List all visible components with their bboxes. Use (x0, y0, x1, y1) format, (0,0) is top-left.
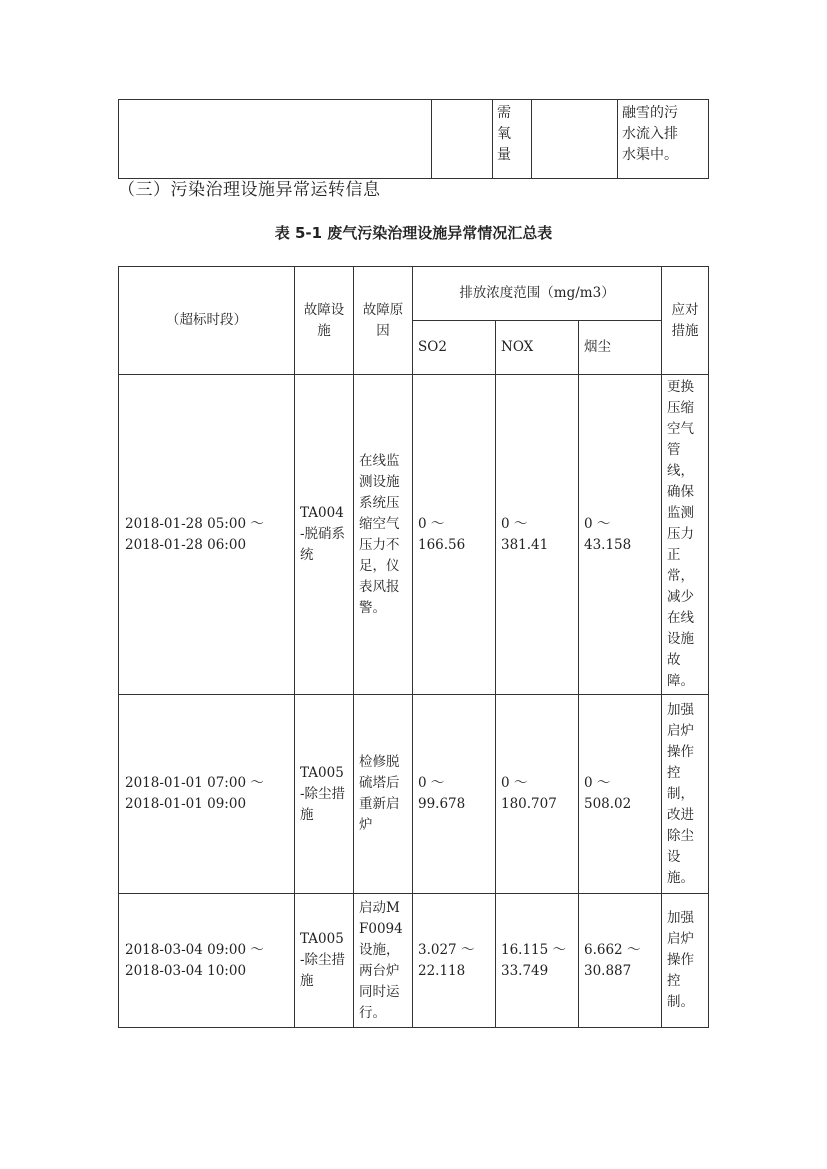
header-emission-range: 排放浓度范围（mg/m3） (413, 267, 662, 321)
facility-cell: TA004-脱硝系统 (295, 375, 354, 695)
facility-cell: TA005-除尘措施 (295, 695, 354, 894)
dust-cell: 0 ～ 508.02 (579, 695, 662, 894)
so2-cell: 0 ～ 166.56 (413, 375, 496, 695)
table-row (119, 695, 709, 894)
header-measures: 应对措施 (662, 267, 709, 375)
cause-cell: 在线监测设施系统压缩空气压力不足，仪表风报警。 (354, 375, 413, 695)
header-so2: SO2 (413, 321, 496, 375)
period-cell: 2018-03-04 09:00 ～ 2018-03-04 10:00 (119, 894, 295, 1028)
dust-cell: 6.662 ～ 30.887 (579, 894, 662, 1028)
measures-cell: 加强启炉操作控制。 (662, 894, 709, 1028)
measures-cell: 更换压缩空气管线，确保监测压力正常，减少在线设施故障。 (662, 375, 709, 695)
header-facility: 故障设施 (295, 267, 354, 375)
table-cell (119, 100, 432, 179)
header-cause: 故障原因 (354, 267, 413, 375)
header-row (119, 267, 709, 321)
header-dust: 烟尘 (579, 321, 662, 375)
table-cell (432, 100, 493, 179)
period-cell: 2018-01-28 05:00 ～ 2018-01-28 06:00 (119, 375, 295, 695)
table-cell: 融雪的污 水流入排 水渠中。 (618, 100, 709, 179)
so2-cell: 3.027 ～ 22.118 (413, 894, 496, 1028)
dust-cell: 0 ～ 43.158 (579, 375, 662, 695)
continued-table (118, 99, 709, 179)
facility-cell: TA005-除尘措施 (295, 894, 354, 1028)
cause-cell: 启动MF0094设施，两台炉同时运行。 (354, 894, 413, 1028)
measures-cell: 加强启炉操作控制，改进除尘设施。 (662, 695, 709, 894)
so2-cell: 0 ～ 99.678 (413, 695, 496, 894)
cause-cell: 检修脱硫塔后重新启炉 (354, 695, 413, 894)
nox-cell: 0 ～ 381.41 (496, 375, 579, 695)
table-title: 表 5-1 废气污染治理设施异常情况汇总表 (274, 224, 553, 242)
table-cell (532, 100, 618, 179)
period-cell: 2018-01-01 07:00 ～ 2018-01-01 09:00 (119, 695, 295, 894)
table-row (119, 100, 709, 179)
header-nox: NOX (496, 321, 579, 375)
section-heading: （三）污染治理设施异常运转信息 (118, 180, 381, 200)
table-cell: 需 氧 量 (493, 100, 532, 179)
table-row (119, 375, 709, 695)
nox-cell: 16.115 ～ 33.749 (496, 894, 579, 1028)
nox-cell: 0 ～ 180.707 (496, 695, 579, 894)
header-period: （超标时段） (119, 267, 295, 375)
table-row (119, 894, 709, 1028)
abnormal-facilities-table (118, 266, 709, 1028)
